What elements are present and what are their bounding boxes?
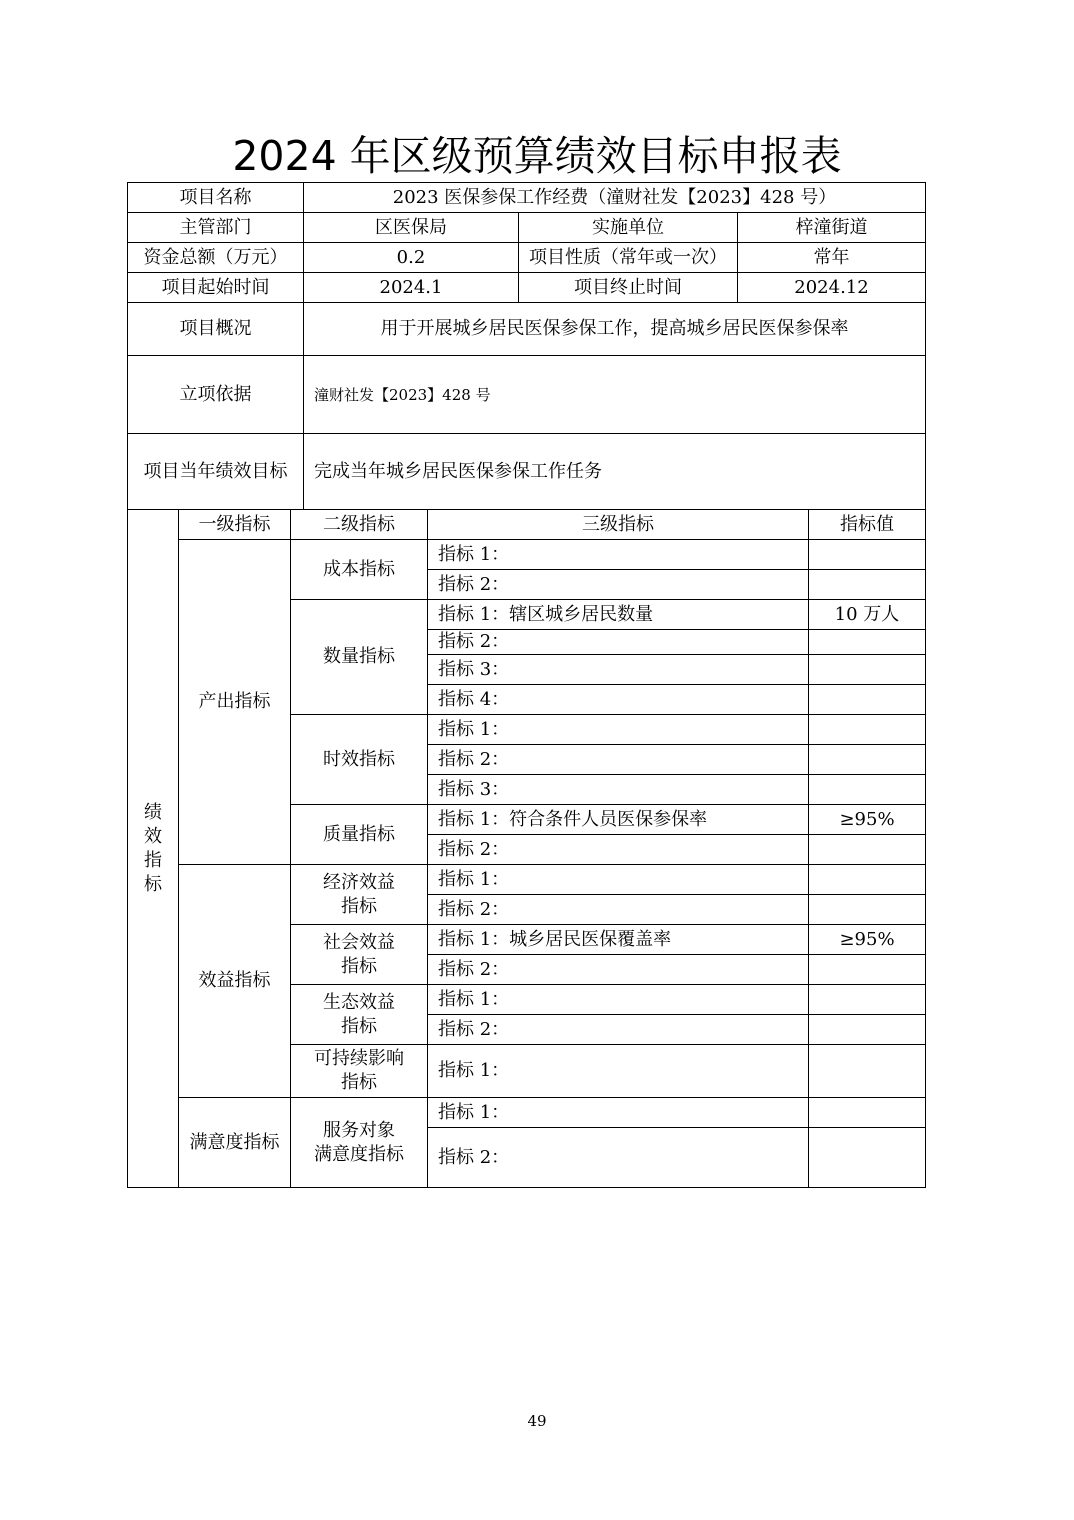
service-satisfaction-label-line2: 满意度指标	[314, 1143, 404, 1165]
indicator-text: 指标 1：	[428, 715, 809, 745]
ecological-benefit-label-line2: 指标	[341, 1015, 377, 1037]
performance-indicator-table	[127, 509, 926, 1188]
indicator-text: 指标 1：	[428, 985, 809, 1015]
indicator-value	[809, 685, 926, 715]
goal-value: 完成当年城乡居民医保参保工作任务	[304, 434, 926, 510]
header-level1: 一级指标	[179, 510, 291, 540]
indicator-value	[809, 1128, 926, 1188]
header-value: 指标值	[809, 510, 926, 540]
economic-benefit-label-line2: 指标	[341, 895, 377, 917]
indicator-text: 指标 1：	[428, 1098, 809, 1128]
overview-label: 项目概况	[128, 303, 304, 356]
indicator-text: 指标 2：	[428, 630, 809, 655]
service-satisfaction-label	[291, 1098, 428, 1188]
economic-benefit-label-line1: 经济效益	[323, 871, 395, 893]
section-char: 标	[144, 873, 162, 895]
sustainable-impact-label-line2: 指标	[341, 1072, 377, 1093]
ecological-benefit-label	[291, 985, 428, 1045]
quantity-indicator-label: 数量指标	[291, 600, 428, 715]
indicator-value: ≥95%	[809, 925, 926, 955]
dept-value: 区医保局	[304, 213, 519, 243]
indicator-value	[809, 630, 926, 655]
nature-label: 项目性质（常年或一次）	[519, 243, 738, 273]
service-satisfaction-label-line1: 服务对象	[323, 1119, 395, 1141]
start-label: 项目起始时间	[128, 273, 304, 303]
indicator-value	[809, 540, 926, 570]
basis-value: 潼财社发【2023】428 号	[304, 356, 926, 434]
indicator-value	[809, 655, 926, 685]
indicator-text: 指标 1：符合条件人员医保参保率	[428, 805, 809, 835]
social-benefit-label-line1: 社会效益	[323, 931, 395, 953]
indicator-text: 指标 2：	[428, 1015, 809, 1045]
section-char: 指	[144, 849, 162, 871]
indicator-text: 指标 1：辖区城乡居民数量	[428, 600, 809, 630]
section-char: 效	[144, 825, 162, 847]
section-char: 绩	[144, 801, 162, 823]
indicator-value	[809, 955, 926, 985]
sustainable-impact-label-line1: 可持续影响	[314, 1048, 404, 1069]
indicator-text: 指标 2：	[428, 895, 809, 925]
social-benefit-label-line2: 指标	[341, 955, 377, 977]
end-label: 项目终止时间	[519, 273, 738, 303]
project-name-value: 2023 医保参保工作经费（潼财社发【2023】428 号）	[304, 183, 926, 213]
unit-label: 实施单位	[519, 213, 738, 243]
project-name-label: 项目名称	[128, 183, 304, 213]
indicator-value	[809, 1045, 926, 1098]
indicator-text: 指标 1：	[428, 1045, 809, 1098]
basis-label: 立项依据	[128, 356, 304, 434]
economic-benefit-label	[291, 865, 428, 925]
performance-section-label	[128, 510, 179, 1188]
fund-label: 资金总额（万元）	[128, 243, 304, 273]
indicator-value	[809, 745, 926, 775]
ecological-benefit-label-line1: 生态效益	[323, 991, 395, 1013]
indicator-text: 指标 1：	[428, 540, 809, 570]
indicator-text: 指标 3：	[428, 775, 809, 805]
cost-indicator-label: 成本指标	[291, 540, 428, 600]
timeliness-indicator-label: 时效指标	[291, 715, 428, 805]
end-value: 2024.12	[738, 273, 926, 303]
indicator-value	[809, 570, 926, 600]
benefit-indicator-label: 效益指标	[179, 865, 291, 1098]
satisfaction-indicator-label: 满意度指标	[179, 1098, 291, 1188]
output-indicator-label: 产出指标	[179, 540, 291, 865]
goal-label: 项目当年绩效目标	[128, 434, 304, 510]
sustainable-impact-label	[291, 1045, 428, 1098]
indicator-text: 指标 2：	[428, 745, 809, 775]
indicator-value	[809, 715, 926, 745]
indicator-text: 指标 4：	[428, 685, 809, 715]
indicator-text: 指标 2：	[428, 835, 809, 865]
indicator-value	[809, 775, 926, 805]
nature-value: 常年	[738, 243, 926, 273]
indicator-value	[809, 835, 926, 865]
header-level3: 三级指标	[428, 510, 809, 540]
indicator-text: 指标 2：	[428, 1128, 809, 1188]
indicator-value	[809, 865, 926, 895]
dept-label: 主管部门	[128, 213, 304, 243]
basic-info-table	[127, 182, 926, 510]
fund-value: 0.2	[304, 243, 519, 273]
header-level2: 二级指标	[291, 510, 428, 540]
indicator-value	[809, 895, 926, 925]
quality-indicator-label: 质量指标	[291, 805, 428, 865]
social-benefit-label	[291, 925, 428, 985]
indicator-text: 指标 1：	[428, 865, 809, 895]
indicator-text: 指标 2：	[428, 955, 809, 985]
unit-value: 梓潼街道	[738, 213, 926, 243]
indicator-text: 指标 2：	[428, 570, 809, 600]
indicator-value	[809, 1098, 926, 1128]
page-title: 2024 年区级预算绩效目标申报表	[232, 132, 842, 180]
indicator-text: 指标 1：城乡居民医保覆盖率	[428, 925, 809, 955]
overview-value: 用于开展城乡居民医保参保工作，提高城乡居民医保参保率	[304, 303, 926, 356]
start-value: 2024.1	[304, 273, 519, 303]
page-number: 49	[527, 1412, 547, 1430]
indicator-text: 指标 3：	[428, 655, 809, 685]
indicator-value: 10 万人	[809, 600, 926, 630]
indicator-value	[809, 985, 926, 1015]
indicator-value	[809, 1015, 926, 1045]
indicator-value: ≥95%	[809, 805, 926, 835]
